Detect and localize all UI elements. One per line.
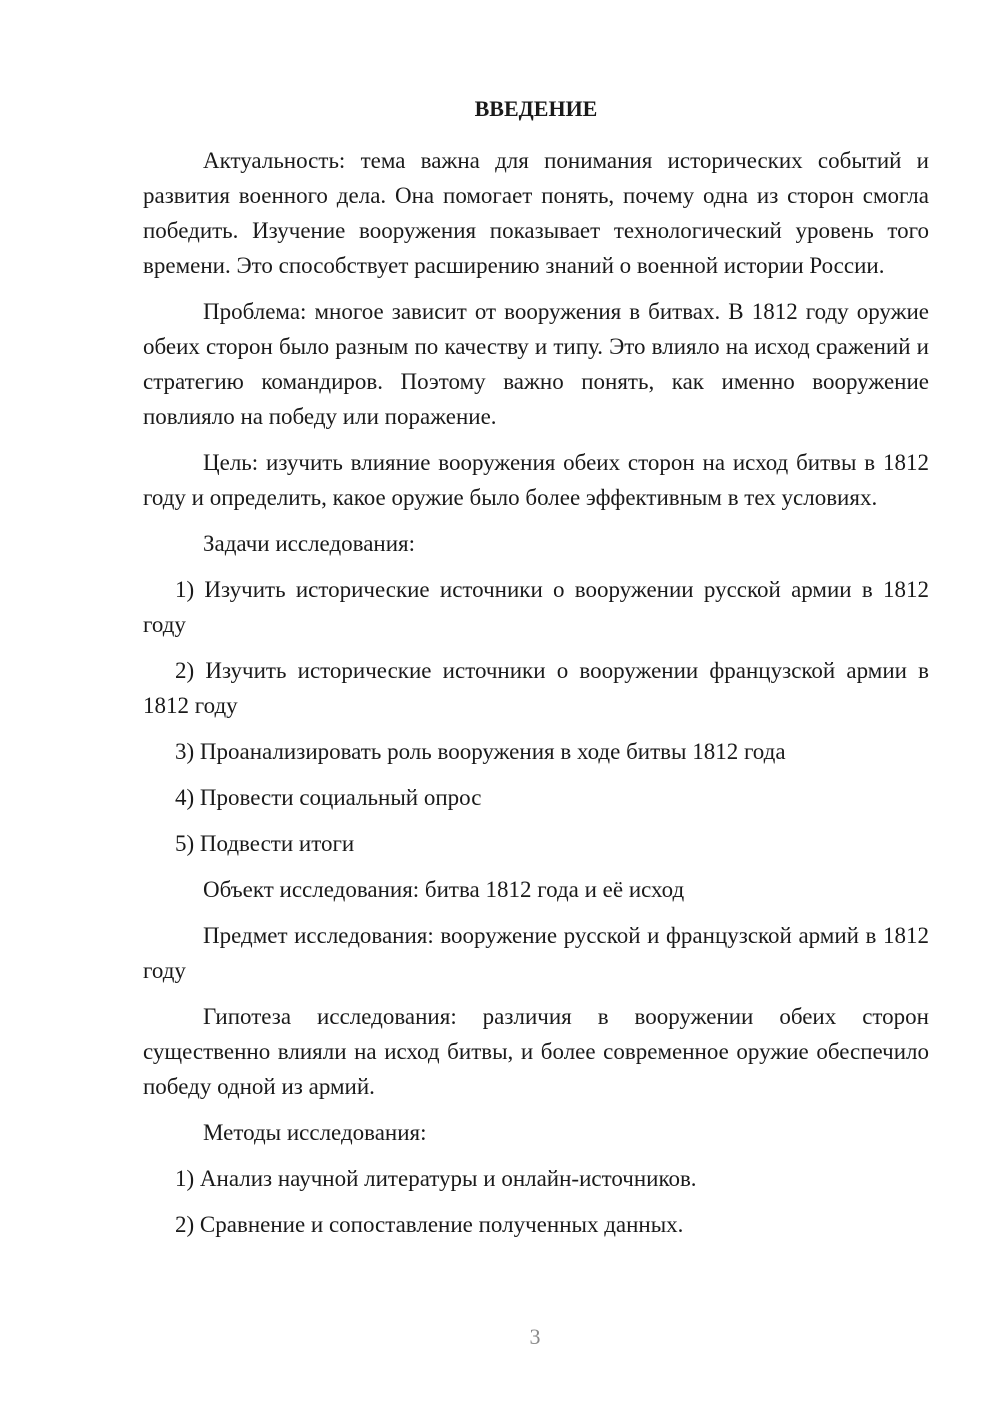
task-item: 4) Провести социальный опрос <box>175 785 482 810</box>
hypothesis-paragraph: Гипотеза исследования: различия в вооружении обеих сторон существенно влияли на исход битвы, и более современное оружие обеспечило победу одной из армий. <box>143 1004 929 1099</box>
methods-title: Методы исследования: <box>203 1120 427 1145</box>
method-item: 1) Анализ научной литературы и онлайн-источников. <box>175 1166 697 1191</box>
method-item: 2) Сравнение и сопоставление полученных данных. <box>175 1212 684 1237</box>
section-heading: ВВЕДЕНИЕ <box>474 96 598 121</box>
subject-paragraph: Предмет исследования: вооружение русской и французской армий в 1812 году <box>143 923 929 983</box>
document-page <box>143 94 929 1253</box>
task-item: 5) Подвести итоги <box>175 831 355 856</box>
problem-paragraph: Проблема: многое зависит от вооружения в битвах. В 1812 году оружие обеих сторон было разным по качеству и типу. Это влияло на исход сражений и стратегию командиров. Поэтому важно понять, как именно вооружение повлияло на победу или поражение. <box>143 299 929 429</box>
object-paragraph: Объект исследования: битва 1812 года и её исход <box>203 877 685 902</box>
page-number: 3 <box>529 1324 541 1349</box>
tasks-title: Задачи исследования: <box>203 531 416 556</box>
task-item: 3) Проанализировать роль вооружения в ходе битвы 1812 года <box>175 739 786 764</box>
relevance-paragraph: Актуальность: тема важна для понимания исторических событий и развития военного дела. Она помогает понять, почему одна из сторон смогла победить. Изучение вооружения показывает технологический уровень того времени. Это способствует расширению знаний о военной истории России. <box>143 148 929 278</box>
goal-paragraph: Цель: изучить влияние вооружения обеих сторон на исход битвы в 1812 году и определить, какое оружие было более эффективным в тех условиях. <box>143 450 929 510</box>
task-item: 1) Изучить исторические источники о вооружении русской армии в 1812 году <box>143 577 929 637</box>
task-item: 2) Изучить исторические источники о вооружении французской армии в 1812 году <box>143 658 929 718</box>
